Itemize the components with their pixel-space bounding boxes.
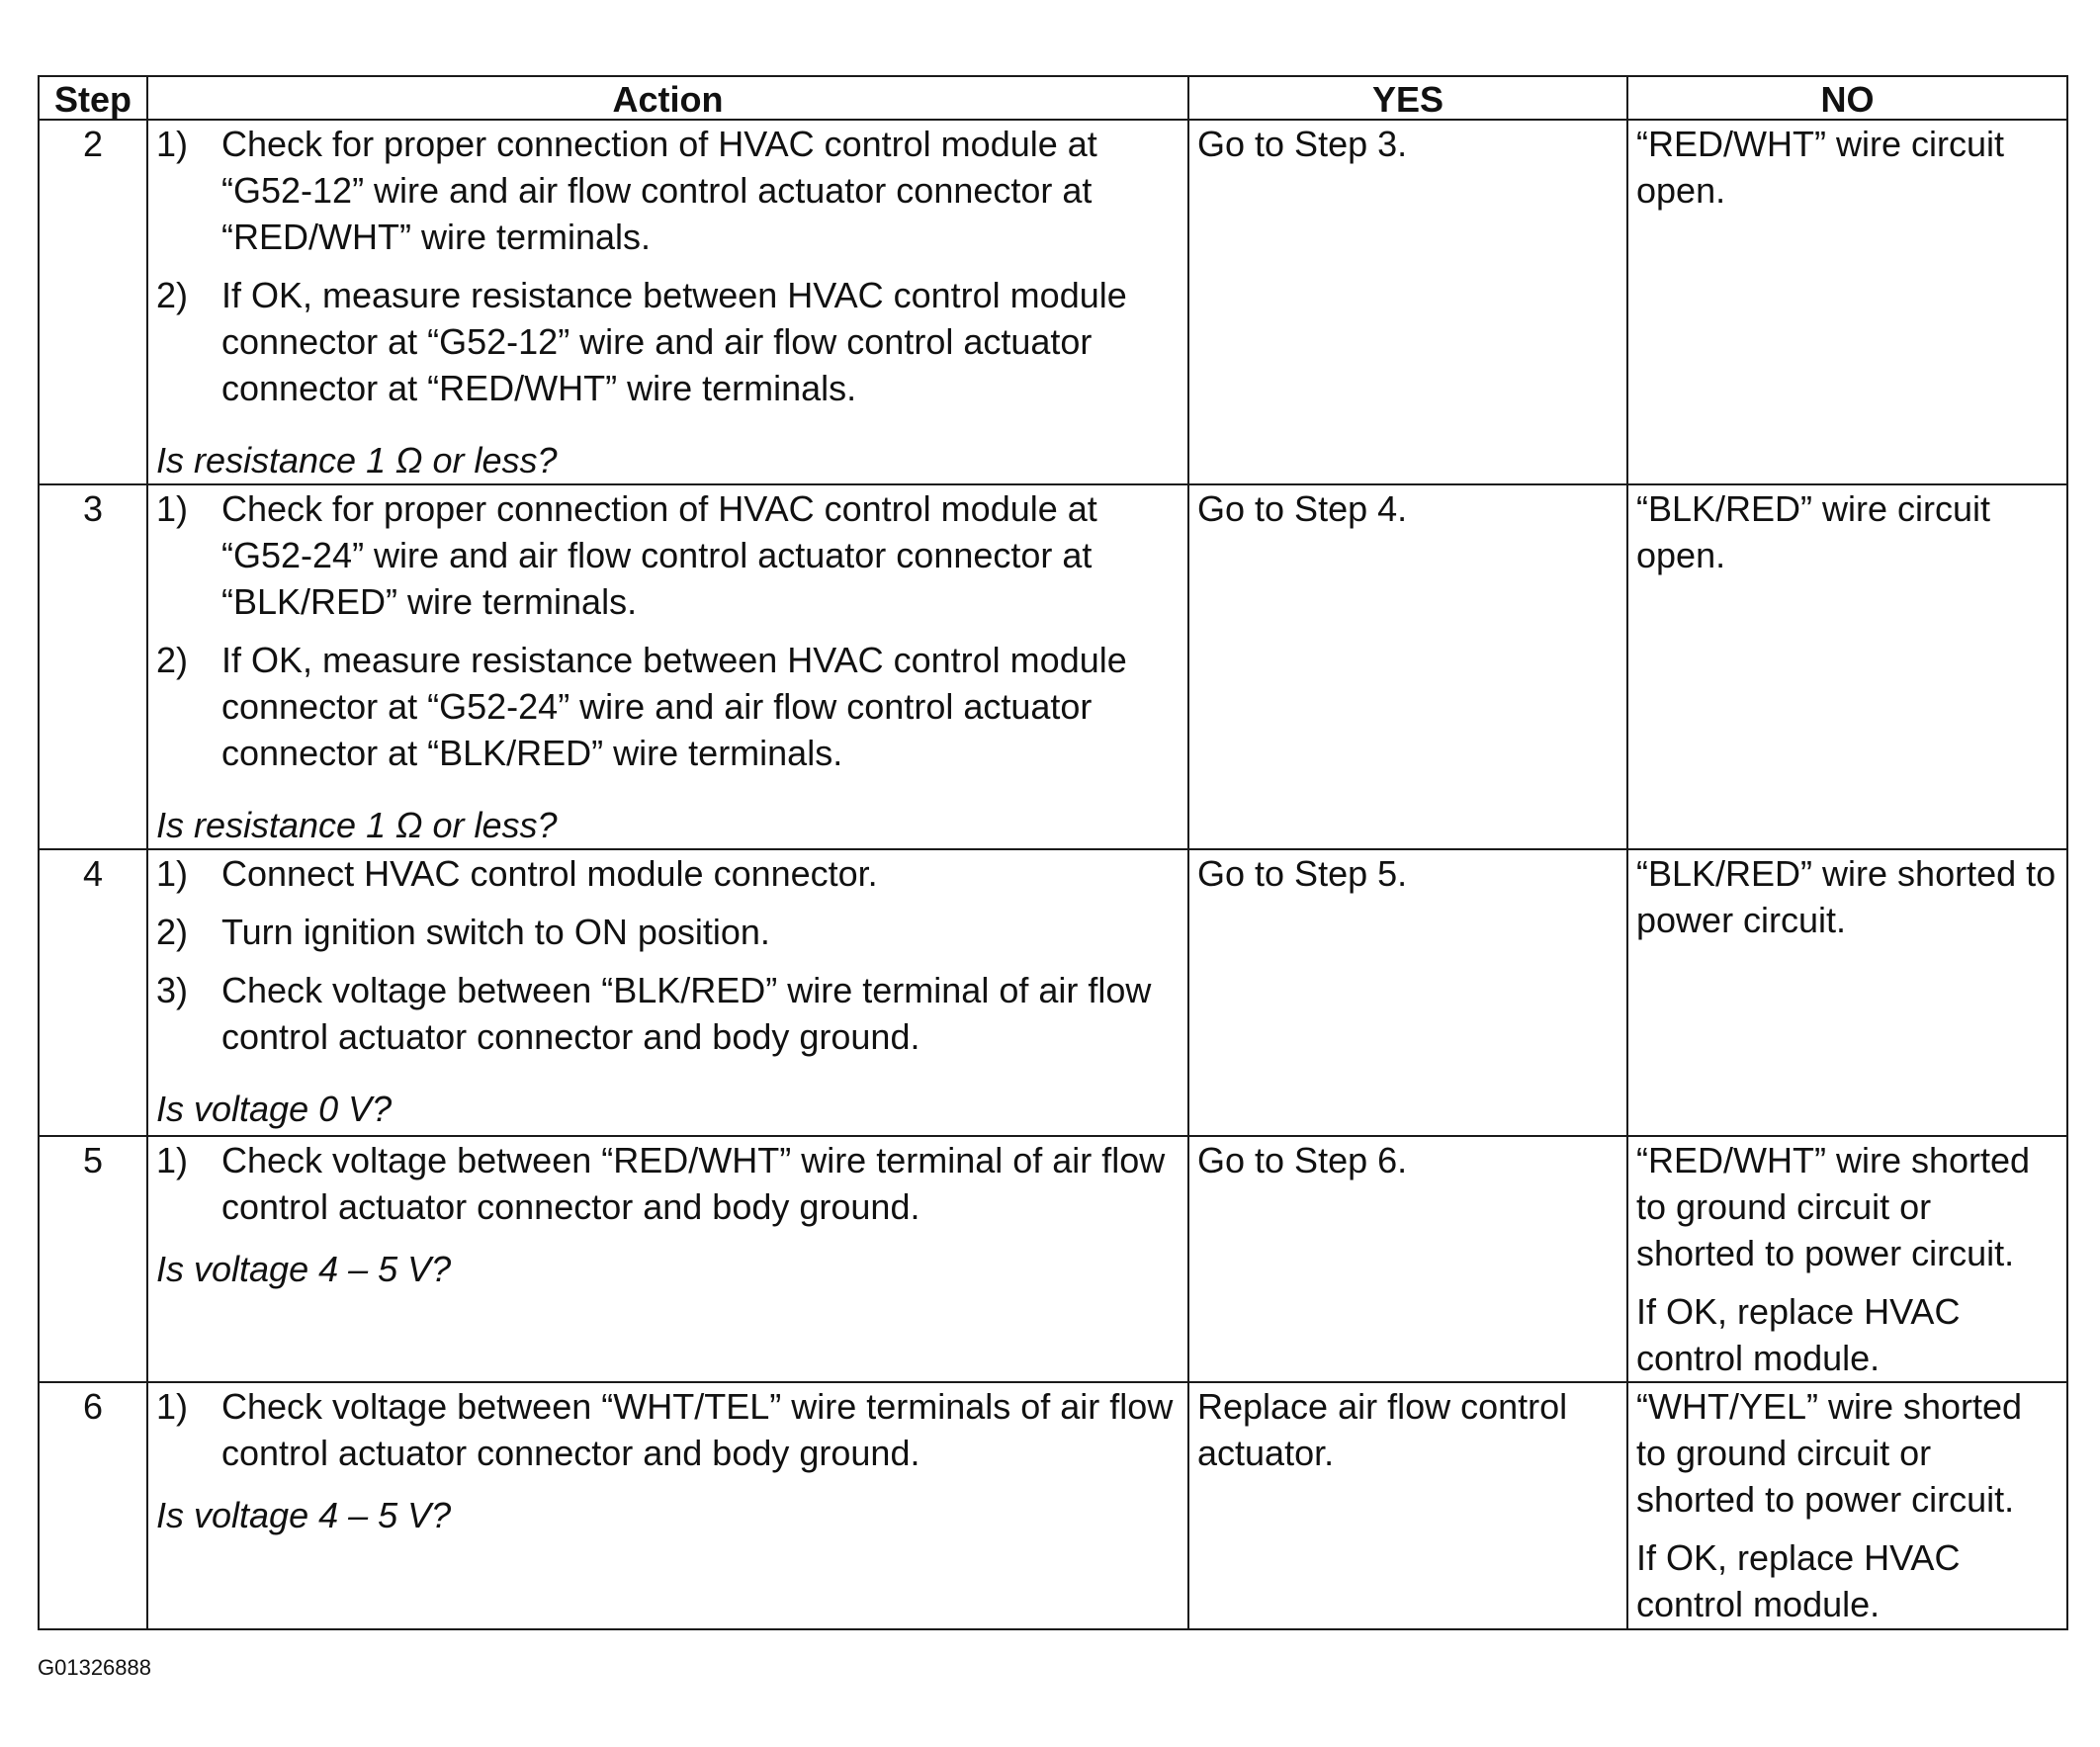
table-row [39, 1136, 2067, 1382]
action-item-text: Check for proper connection of HVAC control module at “G52-24” wire and air flow control actuator connector at “BLK/RED” wire terminals. [221, 488, 1097, 622]
action-cell [147, 484, 1188, 849]
action-cell [147, 120, 1188, 484]
action-item [156, 967, 1178, 1060]
step-number: 5 [39, 1136, 147, 1382]
no-result [1627, 1136, 2067, 1382]
action-item [156, 485, 1178, 625]
header-yes: YES [1188, 76, 1627, 120]
action-item-number: 1) [156, 124, 189, 164]
action-item-number: 2) [156, 640, 189, 680]
action-item-text: Check for proper connection of HVAC control module at “G52-12” wire and air flow control actuator connector at “RED/WHT” wire terminals. [221, 124, 1097, 257]
action-item-number: 3) [156, 970, 189, 1010]
action-question: Is voltage 0 V? [156, 1089, 393, 1129]
header-action: Action [147, 76, 1188, 120]
no-result-text: “WHT/YEL” wire shorted to ground circuit or shorted to power circuit. [1636, 1386, 2023, 1520]
table-body [39, 120, 2067, 1629]
no-result [1627, 1382, 2067, 1629]
action-cell [147, 1382, 1188, 1629]
action-item-number: 2) [156, 275, 189, 315]
action-cell [147, 849, 1188, 1136]
action-item-number: 1) [156, 1140, 189, 1180]
step-number: 2 [39, 120, 147, 484]
table-row [39, 120, 2067, 484]
step-number: 3 [39, 484, 147, 849]
action-item [156, 850, 1178, 897]
action-item-text: Turn ignition switch to ON position. [221, 912, 770, 952]
action-item-number: 1) [156, 853, 189, 894]
table-row [39, 484, 2067, 849]
header-no: NO [1627, 76, 2067, 120]
action-cell [147, 1136, 1188, 1382]
action-item-number: 1) [156, 488, 189, 529]
table-row [39, 849, 2067, 1136]
no-result-text: “BLK/RED” wire shorted to power circuit. [1636, 853, 2056, 940]
action-question: Is voltage 4 – 5 V? [156, 1249, 452, 1289]
no-result-text: If OK, replace HVAC control module. [1636, 1291, 1961, 1378]
action-item [156, 1137, 1178, 1230]
action-item [156, 1383, 1178, 1476]
no-result-text: If OK, replace HVAC control module. [1636, 1537, 1961, 1624]
action-item-text: Check voltage between “WHT/TEL” wire terminals of air flow control actuator connector and body ground. [221, 1386, 1174, 1473]
no-result-text: “RED/WHT” wire shorted to ground circuit or shorted to power circuit. [1636, 1140, 2031, 1273]
yes-result: Go to Step 3. [1188, 120, 1627, 484]
action-item-number: 1) [156, 1386, 189, 1427]
action-item-text: If OK, measure resistance between HVAC control module connector at “G52-12” wire and air flow control actuator connector at “RED/WHT” wire terminals. [221, 275, 1127, 408]
action-question: Is resistance 1 Ω or less? [156, 805, 558, 845]
action-item-number: 2) [156, 912, 189, 952]
action-question: Is resistance 1 Ω or less? [156, 440, 558, 480]
no-result [1627, 484, 2067, 849]
table-row [39, 1382, 2067, 1629]
header-row [39, 76, 2067, 120]
yes-result: Go to Step 6. [1188, 1136, 1627, 1382]
action-item [156, 909, 1178, 955]
step-number: 6 [39, 1382, 147, 1629]
step-number: 4 [39, 849, 147, 1136]
action-item [156, 121, 1178, 260]
yes-result: Go to Step 4. [1188, 484, 1627, 849]
action-item-text: Check voltage between “BLK/RED” wire terminal of air flow control actuator connector and body ground. [221, 970, 1152, 1057]
action-item-text: If OK, measure resistance between HVAC control module connector at “G52-24” wire and air flow control actuator connector at “BLK/RED” wire terminals. [221, 640, 1127, 773]
figure-id: G01326888 [38, 1655, 151, 1680]
yes-result: Go to Step 5. [1188, 849, 1627, 1136]
no-result [1627, 120, 2067, 484]
no-result-text: “RED/WHT” wire circuit open. [1636, 124, 2004, 211]
action-item-text: Connect HVAC control module connector. [221, 853, 878, 894]
action-item-text: Check voltage between “RED/WHT” wire terminal of air flow control actuator connector and body ground. [221, 1140, 1166, 1227]
no-result-text: “BLK/RED” wire circuit open. [1636, 488, 1991, 575]
action-item [156, 637, 1178, 776]
no-result [1627, 849, 2067, 1136]
header-step: Step [39, 76, 147, 120]
action-item [156, 272, 1178, 411]
yes-result: Replace air flow control actuator. [1188, 1382, 1627, 1629]
action-question: Is voltage 4 – 5 V? [156, 1495, 452, 1535]
troubleshooting-table [38, 75, 2068, 1630]
